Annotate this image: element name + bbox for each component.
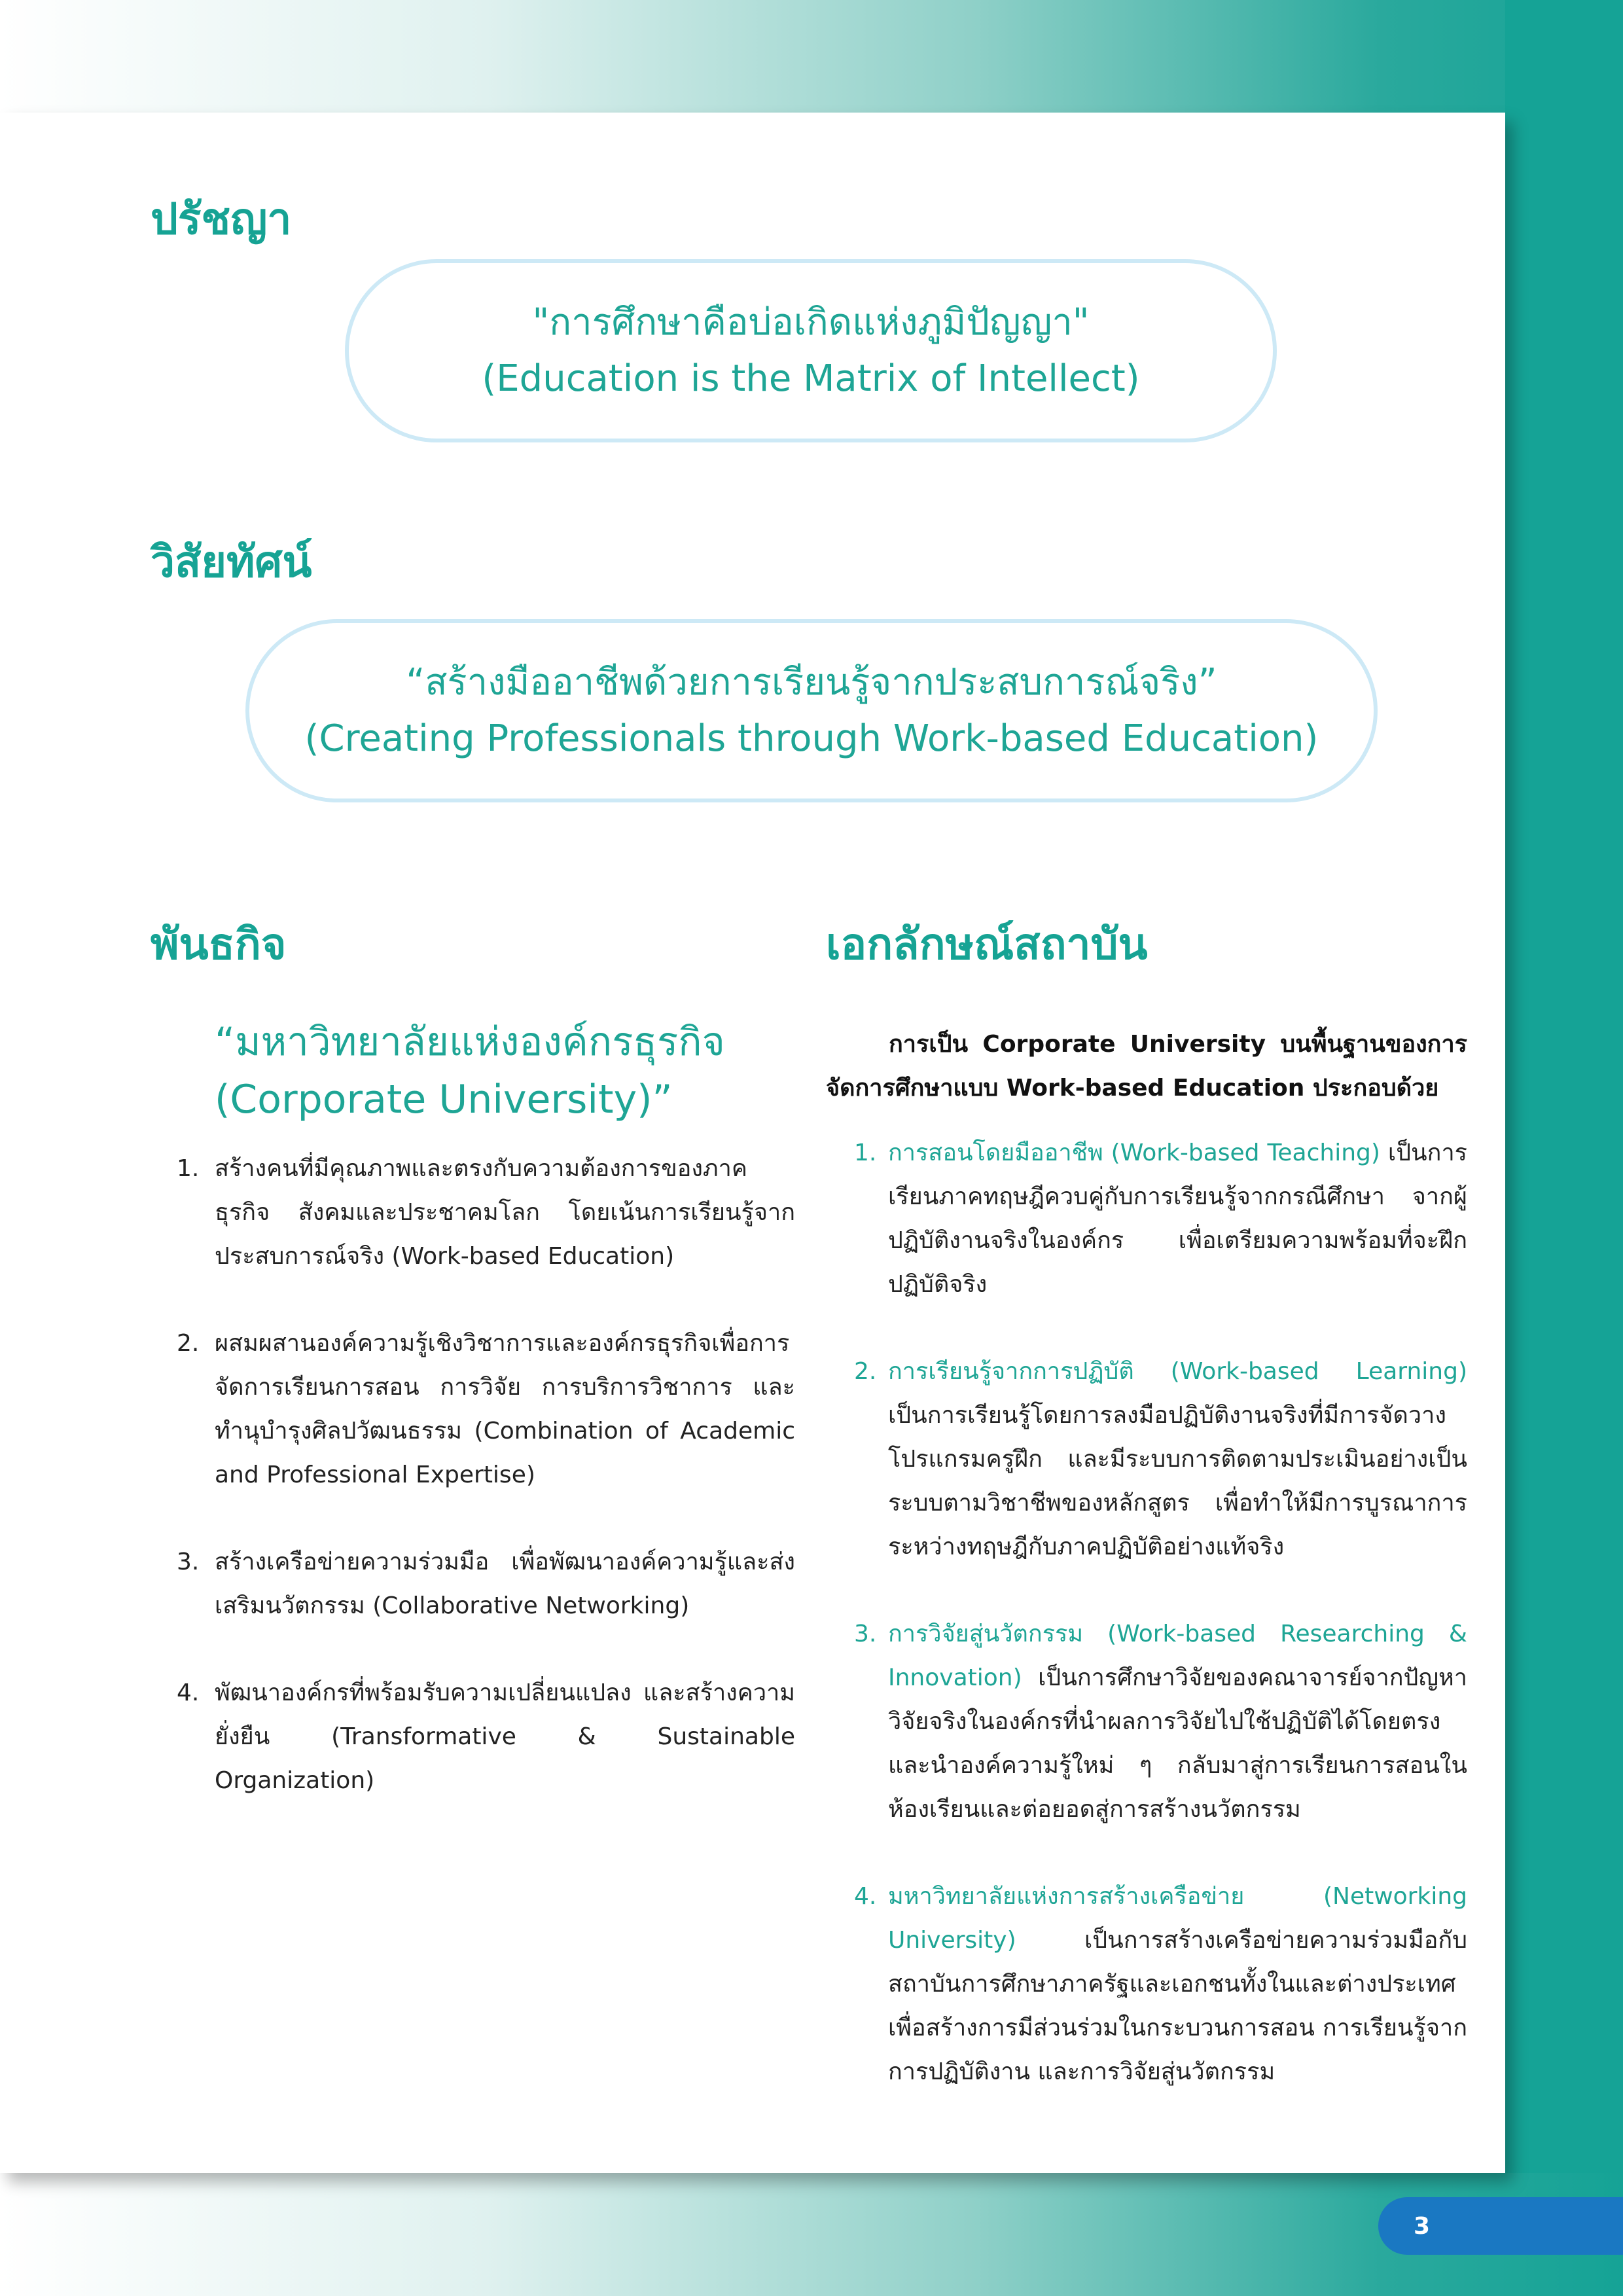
top-gradient-band [0,0,1623,118]
identity-item-title: การเรียนรู้จากการปฏิบัติ (Work-based Learning) [888,1358,1467,1385]
identity-item-number: 4. [854,1883,877,1910]
mission-quote-line2: (Corporate University)” [215,1077,673,1122]
mission-item-number: 1. [177,1155,200,1182]
mission-item-number: 4. [177,1679,200,1706]
identity-item-text: เป็นการเรียนภาคทฤษฎีควบคู่กับการเรียนรู้จากกรณีศึกษา จากผู้ปฏิบัติงานจริงในองค์กร เพื่อเตรียมความพร้อมที่จะฝึกปฏิบัติจริง [888,1139,1467,1298]
mission-item-text: สร้างคนที่มีคุณภาพและตรงกับความต้องการของภาคธุรกิจ สังคมและประชาคมโลก โดยเน้นการเรียนรู้จากประสบการณ์จริง (Work-based Education) [215,1155,795,1270]
mission-item [177,1540,795,1628]
identity-item-text: เป็นการสร้างเครือข่ายความร่วมมือกับสถาบันการศึกษาภาครัฐและเอกชนทั้งในและต่างประเทศ เพื่อสร้างการมีส่วนร่วมในกระบวนการสอน การเรียนรู้จากการปฏิบัติงาน และการวิจัยสู่นวัตกรรม [888,1927,1467,2085]
mission-quote [215,1013,725,1128]
identity-item-text: เป็นการศึกษาวิจัยของคณาจารย์จากปัญหาวิจัยจริงในองค์กรที่นำผลการวิจัยไปใช้ปฏิบัติได้โดยตรง และนำองค์ความรู้ใหม่ ๆ กลับมาสู่การเรียนการสอนในห้องเรียนและต่อยอดสู่การสร้างนวัตกรรม [888,1664,1467,1823]
mission-item-text: พัฒนาองค์กรที่พร้อมรับความเปลี่ยนแปลง และสร้างความยั่งยืน (Transformative & Sustainable Organization) [215,1679,795,1794]
identity-list [854,1131,1467,2137]
mission-item [177,1671,795,1803]
identity-item [854,1350,1467,1569]
identity-item-title: มหาวิทยาลัยแห่งการสร้างเครือข่าย (Networking University) [888,1883,1467,1954]
mission-item-text: ผสมผสานองค์ความรู้เชิงวิชาการและองค์กรธุรกิจเพื่อการจัดการเรียนการสอน การวิจัย การบริการวิชาการ และทำนุบำรุงศิลปวัฒนธรรม (Combination of Academic and Professional Expertise) [215,1330,795,1488]
identity-item-number: 3. [854,1621,877,1647]
mission-quote-line1: “มหาวิทยาลัยแห่งองค์กรธุรกิจ [215,1019,725,1065]
vision-heading: วิสัยทัศน์ [151,537,312,587]
philosophy-box [345,259,1277,442]
philosophy-heading: ปรัชญา [151,194,292,244]
identity-item [854,1131,1467,1306]
vision-thai: “สร้างมืออาชีพด้วยการเรียนรู้จากประสบการณ์จริง” [406,661,1217,704]
mission-item [177,1321,795,1497]
mission-item-number: 3. [177,1549,200,1575]
identity-item [854,1612,1467,1831]
identity-item-text: เป็นการเรียนรู้โดยการลงมือปฏิบัติงานจริงที่มีการจัดวางโปรแกรมครูฝึก และมีระบบการติดตามประเมินอย่างเป็นระบบตามวิชาชีพของหลักสูตร เพื่อทำให้มีการบูรณาการระหว่างทฤษฎีกับภาคปฏิบัติอย่างแท้จริง [888,1402,1467,1560]
identity-intro: การเป็น Corporate University บนพื้นฐานของการจัดการศึกษาแบบ Work-based Education ประกอบด้วย [826,1031,1467,1102]
identity-heading: เอกลักษณ์สถาบัน [826,919,1148,969]
vision-english: (Creating Professionals through Work-based Education) [304,717,1319,760]
right-teal-band [1505,0,1623,2296]
mission-item-number: 2. [177,1330,200,1357]
mission-item [177,1147,795,1278]
identity-item-title: การสอนโดยมืออาชีพ (Work-based Teaching) [888,1139,1380,1166]
philosophy-english: (Education is the Matrix of Intellect) [482,357,1140,400]
vision-box [245,619,1378,802]
identity-item-number: 1. [854,1139,877,1166]
mission-heading: พันธกิจ [151,919,287,969]
page-number-badge [1378,2197,1623,2255]
mission-item-text: สร้างเครือข่ายความร่วมมือ เพื่อพัฒนาองค์ความรู้และส่งเสริมนวัตกรรม (Collaborative Networking) [215,1549,795,1619]
identity-item-title: การวิจัยสู่นวัตกรรม (Work-based Researching & Innovation) [888,1621,1467,1691]
identity-item-number: 2. [854,1358,877,1385]
identity-item [854,1874,1467,2094]
philosophy-thai: "การศึกษาคือบ่อเกิดแห่งภูมิปัญญา" [532,301,1090,344]
page-number: 3 [1414,2212,1431,2240]
mission-list [177,1147,795,1846]
